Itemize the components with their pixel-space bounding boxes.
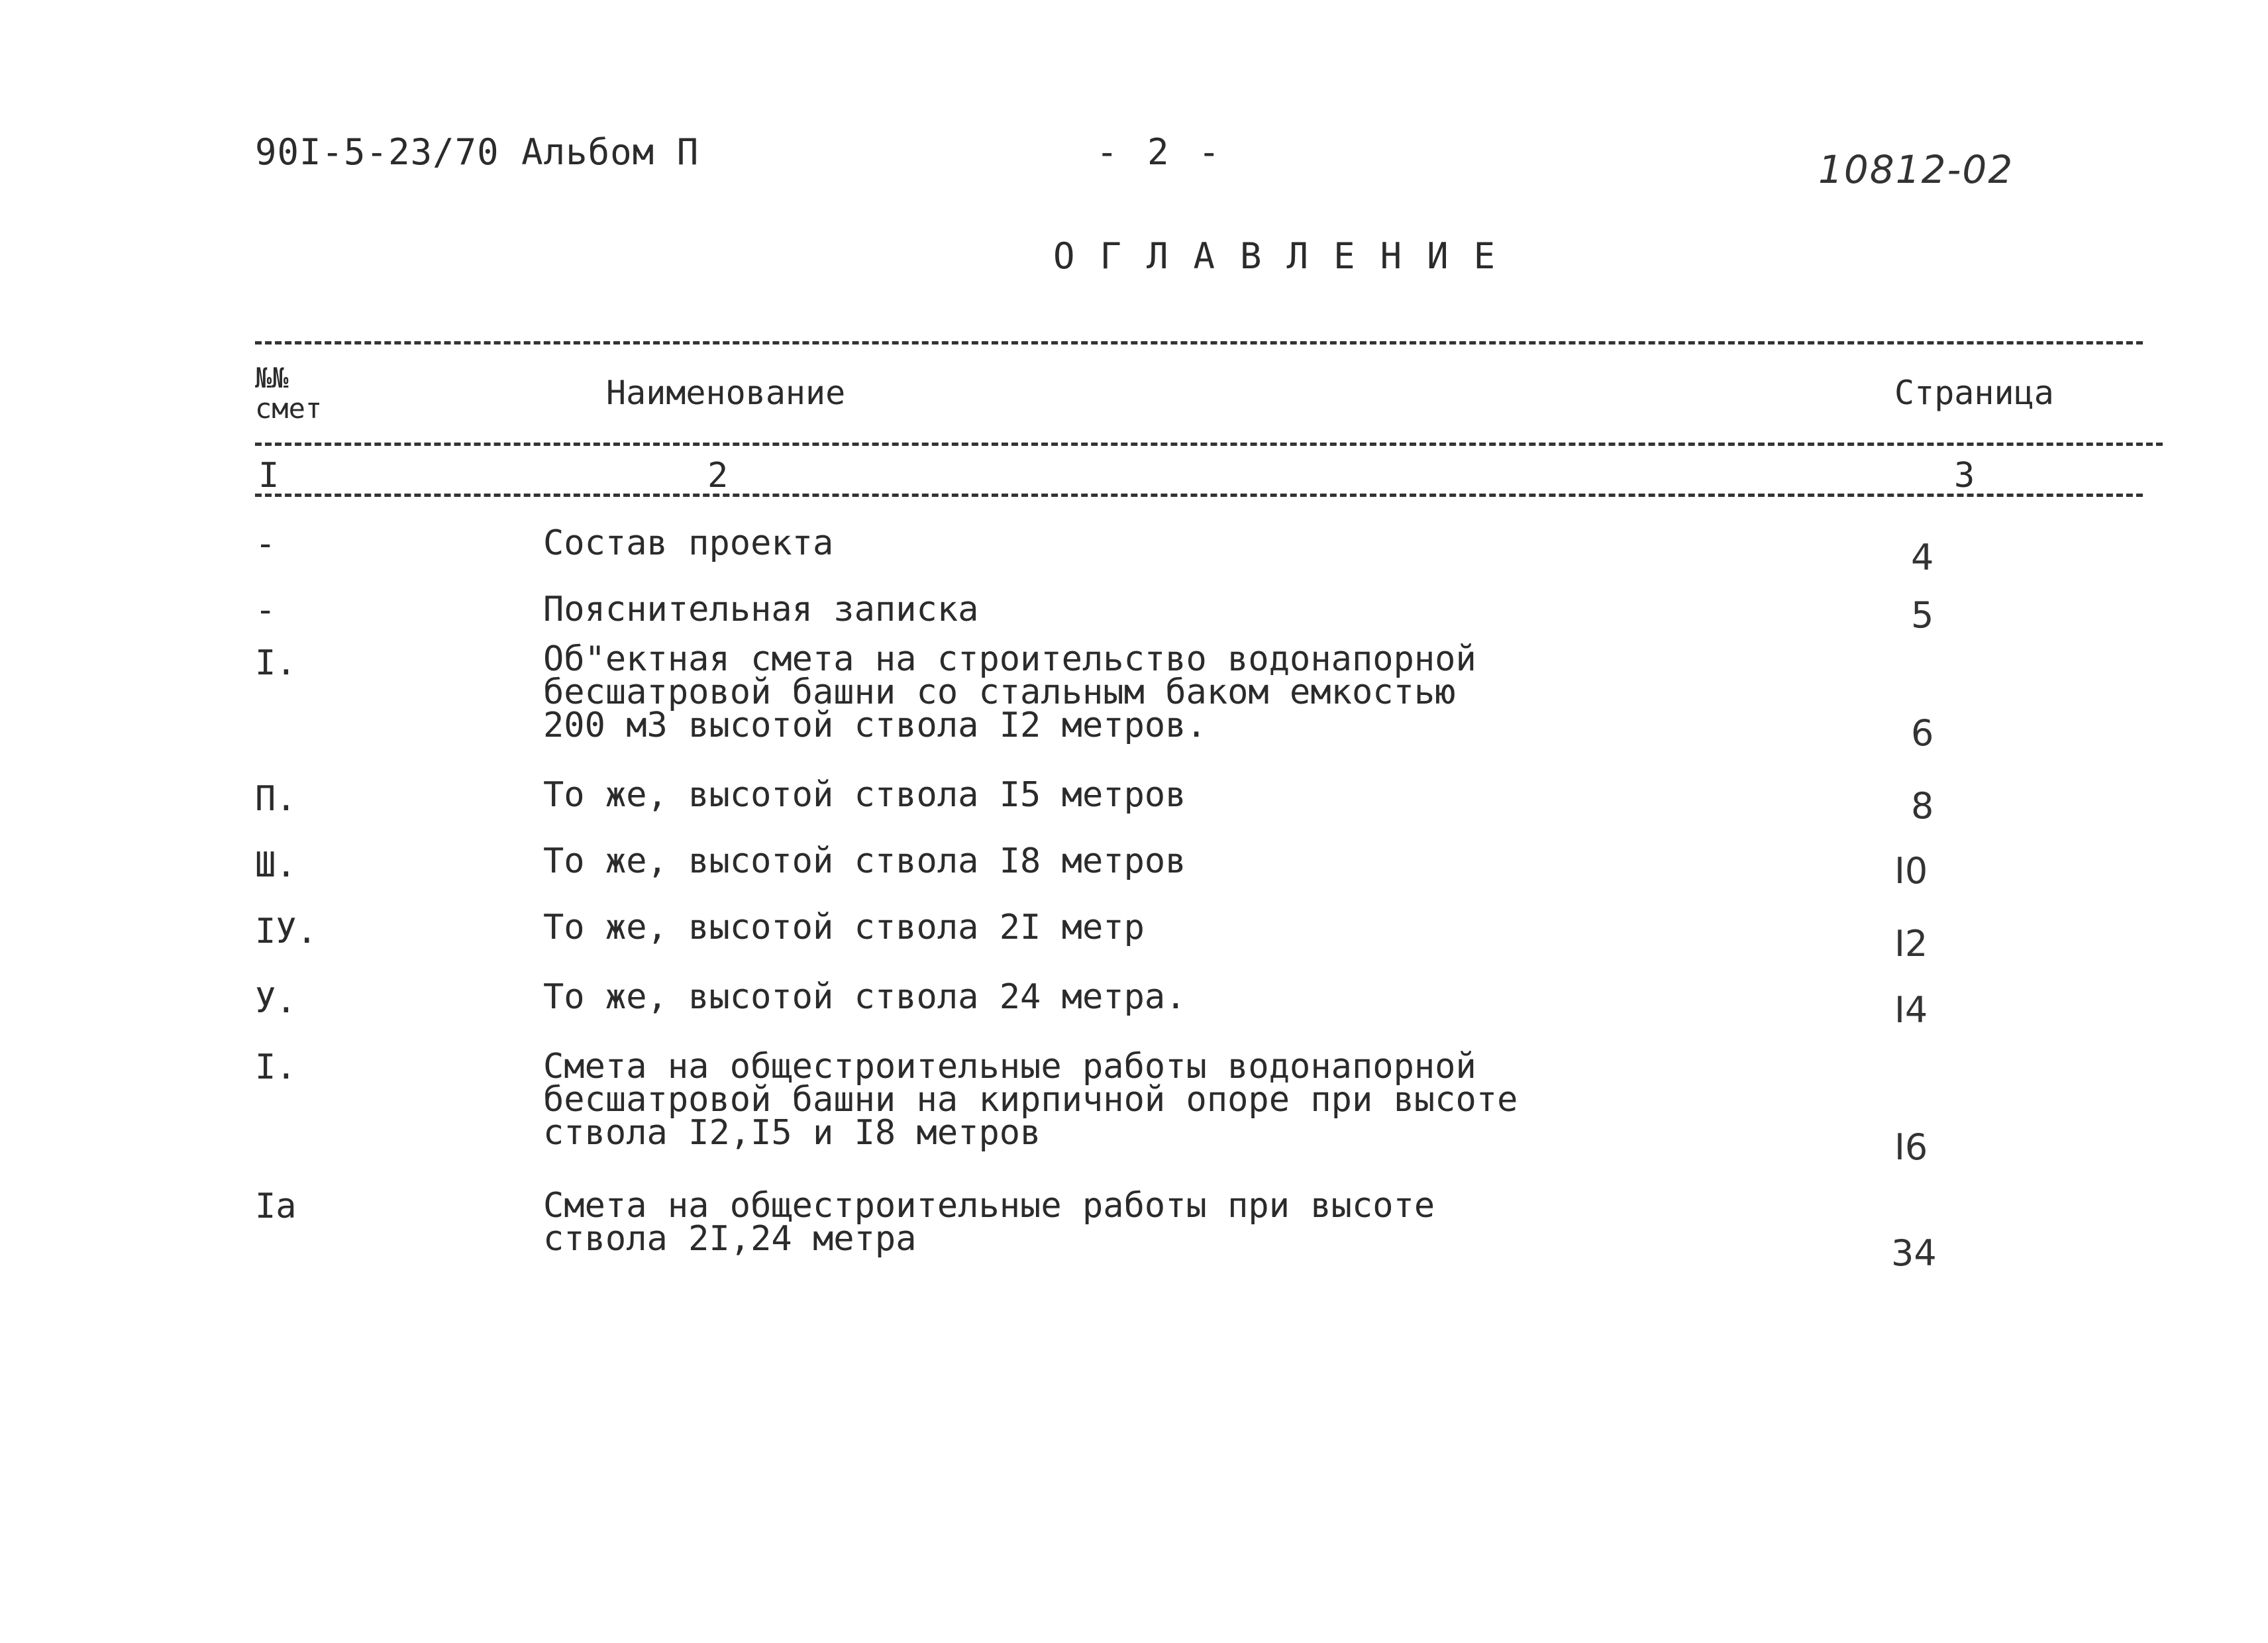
row-3-code: I. xyxy=(255,643,297,683)
row-6-name: То же, высотой ствола 2I метр xyxy=(543,908,1145,947)
row-9-code: Iа xyxy=(255,1187,297,1226)
table-top-rule xyxy=(255,341,2143,344)
row-9-page: 34 xyxy=(1891,1232,1937,1274)
row-4-page: 8 xyxy=(1911,785,1934,827)
row-6-code: IУ. xyxy=(255,912,317,951)
column-header-page: Страница xyxy=(1894,374,2054,412)
row-8-code: I. xyxy=(255,1047,297,1087)
row-6-page: I2 xyxy=(1894,923,1928,965)
row-7-name: То же, высотой ствола 24 метра. xyxy=(543,977,1186,1017)
toc-title: ОГЛАВЛЕНИЕ xyxy=(1053,235,1521,277)
row-3-page: 6 xyxy=(1911,712,1934,754)
row-4-code: П. xyxy=(255,779,297,819)
column-number-3: 3 xyxy=(1954,456,1975,496)
document-code: 90I-5-23/70 Альбом П xyxy=(255,131,699,173)
column-number-rule xyxy=(255,494,2143,497)
row-8-name: Смета на общестроительные работы водонапорной бесшатровой башни на кирпичной опоре при высоте ствола I2,I5 и I8 метров xyxy=(543,1047,1518,1153)
row-9-name: Смета на общестроительные работы при высоте ствола 2I,24 метра xyxy=(543,1186,1435,1259)
row-1-code: - xyxy=(255,524,276,564)
page-number: - 2 - xyxy=(1096,131,1224,173)
row-7-page: I4 xyxy=(1894,989,1928,1031)
row-2-page: 5 xyxy=(1911,594,1934,636)
row-2-code: - xyxy=(255,590,276,630)
row-2-name: Пояснительная записка xyxy=(543,590,979,629)
row-1-name: Состав проекта xyxy=(543,523,834,563)
header-bottom-rule xyxy=(255,443,2163,446)
row-5-code: Ш. xyxy=(255,845,297,885)
row-3-name: Об"ектная смета на строительство водонапорной бесшатровой башни со стальным баком емкостью 200 м3 высотой ствола I2 метров. xyxy=(543,639,1476,745)
row-7-code: У. xyxy=(255,981,297,1021)
column-number-1: I xyxy=(258,456,280,496)
row-5-page: I0 xyxy=(1894,850,1928,892)
column-number-2: 2 xyxy=(707,456,729,496)
row-5-name: То же, высотой ствола I8 метров xyxy=(543,841,1186,881)
row-1-page: 4 xyxy=(1911,537,1934,578)
row-8-page: I6 xyxy=(1894,1126,1928,1168)
row-4-name: То же, высотой ствола I5 метров xyxy=(543,775,1186,815)
column-header-number: №№ смет xyxy=(255,362,323,425)
column-header-name: Наименование xyxy=(606,374,846,412)
archive-number: 10812-02 xyxy=(1818,147,2014,192)
